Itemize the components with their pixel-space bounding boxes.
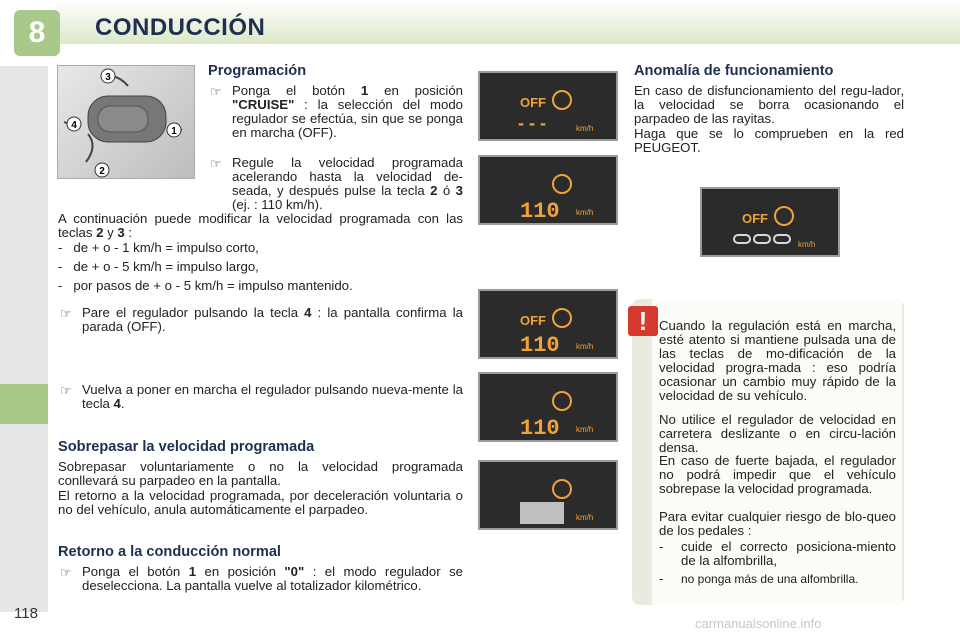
list-item: - de + o - 5 km/h = impulso largo, (58, 259, 259, 274)
retorno-instruction: Ponga el botón 1 en posición "0" : el modo regulador se deselecciona. La pantalla vuelve al totalizador kilométrico. (82, 564, 464, 593)
display-speed-blinking (478, 460, 618, 530)
display-speed-resumed (478, 372, 618, 442)
display-speed: 110 (520, 199, 560, 223)
warning-icon: ! (628, 306, 658, 336)
warning-paragraph-4: Para evitar cualquier riesgo de blo-queo de los pedales : (659, 509, 896, 538)
display-speed: 110 (520, 333, 560, 357)
hand-bullet-icon: ☞ (60, 383, 72, 398)
chapter-number: 8 (14, 10, 60, 56)
display-off-text: OFF (520, 95, 546, 110)
programacion-step-1: Ponga el botón 1 en posición "CRUISE" : la selección del modo regulador se efectúa, sin que se ponga en marcha (OFF). (232, 83, 463, 140)
watermark: carmanualsonline.info (695, 616, 822, 631)
stop-instruction: Pare el regulador pulsando la tecla 4 : la pantalla confirma la parada (OFF). (82, 305, 463, 334)
page-number: 118 (14, 605, 38, 622)
retorno-heading: Retorno a la conducción normal (58, 544, 281, 560)
display-fault (700, 187, 840, 257)
display-off-text: OFF (742, 211, 768, 226)
speedometer-icon (553, 309, 571, 327)
anomalia-paragraph-2: Haga que se lo comprueben en la red PEUGEOT. (634, 126, 904, 155)
hand-bullet-icon: ☞ (60, 306, 72, 321)
lever-label-2: 2 (99, 166, 105, 177)
list-item: - no ponga más de una alfombrilla. (659, 571, 859, 586)
side-tab-active (0, 384, 48, 424)
display-unit: km/h (576, 342, 594, 351)
sobrepasar-heading: Sobrepasar la velocidad programada (58, 439, 315, 455)
display-unit: km/h (576, 513, 594, 522)
programacion-heading: Programación (208, 63, 307, 79)
lever-drawing (58, 66, 194, 178)
display-off-text: OFF (520, 313, 546, 328)
display-unit: km/h (798, 240, 816, 249)
hand-bullet-icon: ☞ (60, 565, 72, 580)
display-dashes: - - - (518, 113, 546, 133)
warning-paragraph-3: En caso de fuerte bajada, el regulador no podrá impedir que el vehículo sobrepase la velocidad programada. (659, 453, 896, 496)
blinking-dash (774, 235, 790, 243)
blinking-dash (754, 235, 770, 243)
warning-list (659, 540, 896, 586)
anomalia-heading: Anomalía de funcionamiento (634, 63, 834, 79)
lever-label-3: 3 (105, 72, 111, 83)
hand-bullet-icon: ☞ (210, 156, 222, 171)
display-speed-set (478, 155, 618, 225)
cruise-lever-illustration (57, 65, 195, 179)
programacion-step-2: Regule la velocidad programada acelerando hasta la velocidad de-seada, y después pulse la tecla 2 ó 3 (ej. : 110 km/h). (232, 155, 463, 212)
page-title: CONDUCCIÓN (95, 14, 266, 41)
speedometer-icon (553, 480, 571, 498)
anomalia-paragraph-1: En caso de disfuncionamiento del regu-lador, la velocidad se borra ocasionando el parpadeo de las rayitas. (634, 83, 904, 126)
display-off-dashes (478, 71, 618, 141)
speedometer-icon (775, 207, 793, 225)
display-speed: 110 (520, 416, 560, 440)
hand-bullet-icon: ☞ (210, 84, 222, 99)
blinking-speed-block (520, 502, 564, 524)
speed-step-list (58, 241, 463, 293)
display-unit: km/h (576, 425, 594, 434)
lever-label-4: 4 (71, 120, 77, 131)
resume-instruction: Vuelva a poner en marcha el regulador pulsando nueva-mente la tecla 4. (82, 382, 463, 411)
warning-paragraph-2: No utilice el regulador de velocidad en carretera deslizante o en circu-lación densa. (659, 412, 896, 455)
sobrepasar-paragraph-2: El retorno a la velocidad programada, por deceleración voluntaria o no del vehículo, anula automáticamente el parpadeo. (58, 488, 463, 517)
speedometer-icon (553, 91, 571, 109)
display-unit: km/h (576, 124, 594, 133)
speedometer-icon (553, 175, 571, 193)
sobrepasar-paragraph-1: Sobrepasar voluntariamente o no la velocidad programada conllevará su parpadeo en la pantalla. (58, 459, 463, 488)
list-item: - de + o - 1 km/h = impulso corto, (58, 240, 259, 255)
side-tab-strip (0, 66, 48, 612)
warning-paragraph-1: Cuando la regulación está en marcha, esté atento si mantiene pulsada una de las teclas de mo-dificación de la velocidad progra-mada : eso podría ocasionar un cambio muy rápido de la velocidad de su vehículo. (659, 318, 896, 403)
speedometer-icon (553, 392, 571, 410)
list-item: - cuide el correcto posiciona-miento de la alfombrilla, (659, 539, 896, 568)
list-item: - por pasos de + o - 5 km/h = impulso mantenido. (58, 278, 353, 293)
lever-label-1: 1 (171, 126, 177, 137)
display-off-speed (478, 289, 618, 359)
programacion-continue: A continuación puede modificar la velocidad programada con las teclas 2 y 3 : (58, 211, 463, 240)
display-unit: km/h (576, 208, 594, 217)
blinking-dash (734, 235, 750, 243)
